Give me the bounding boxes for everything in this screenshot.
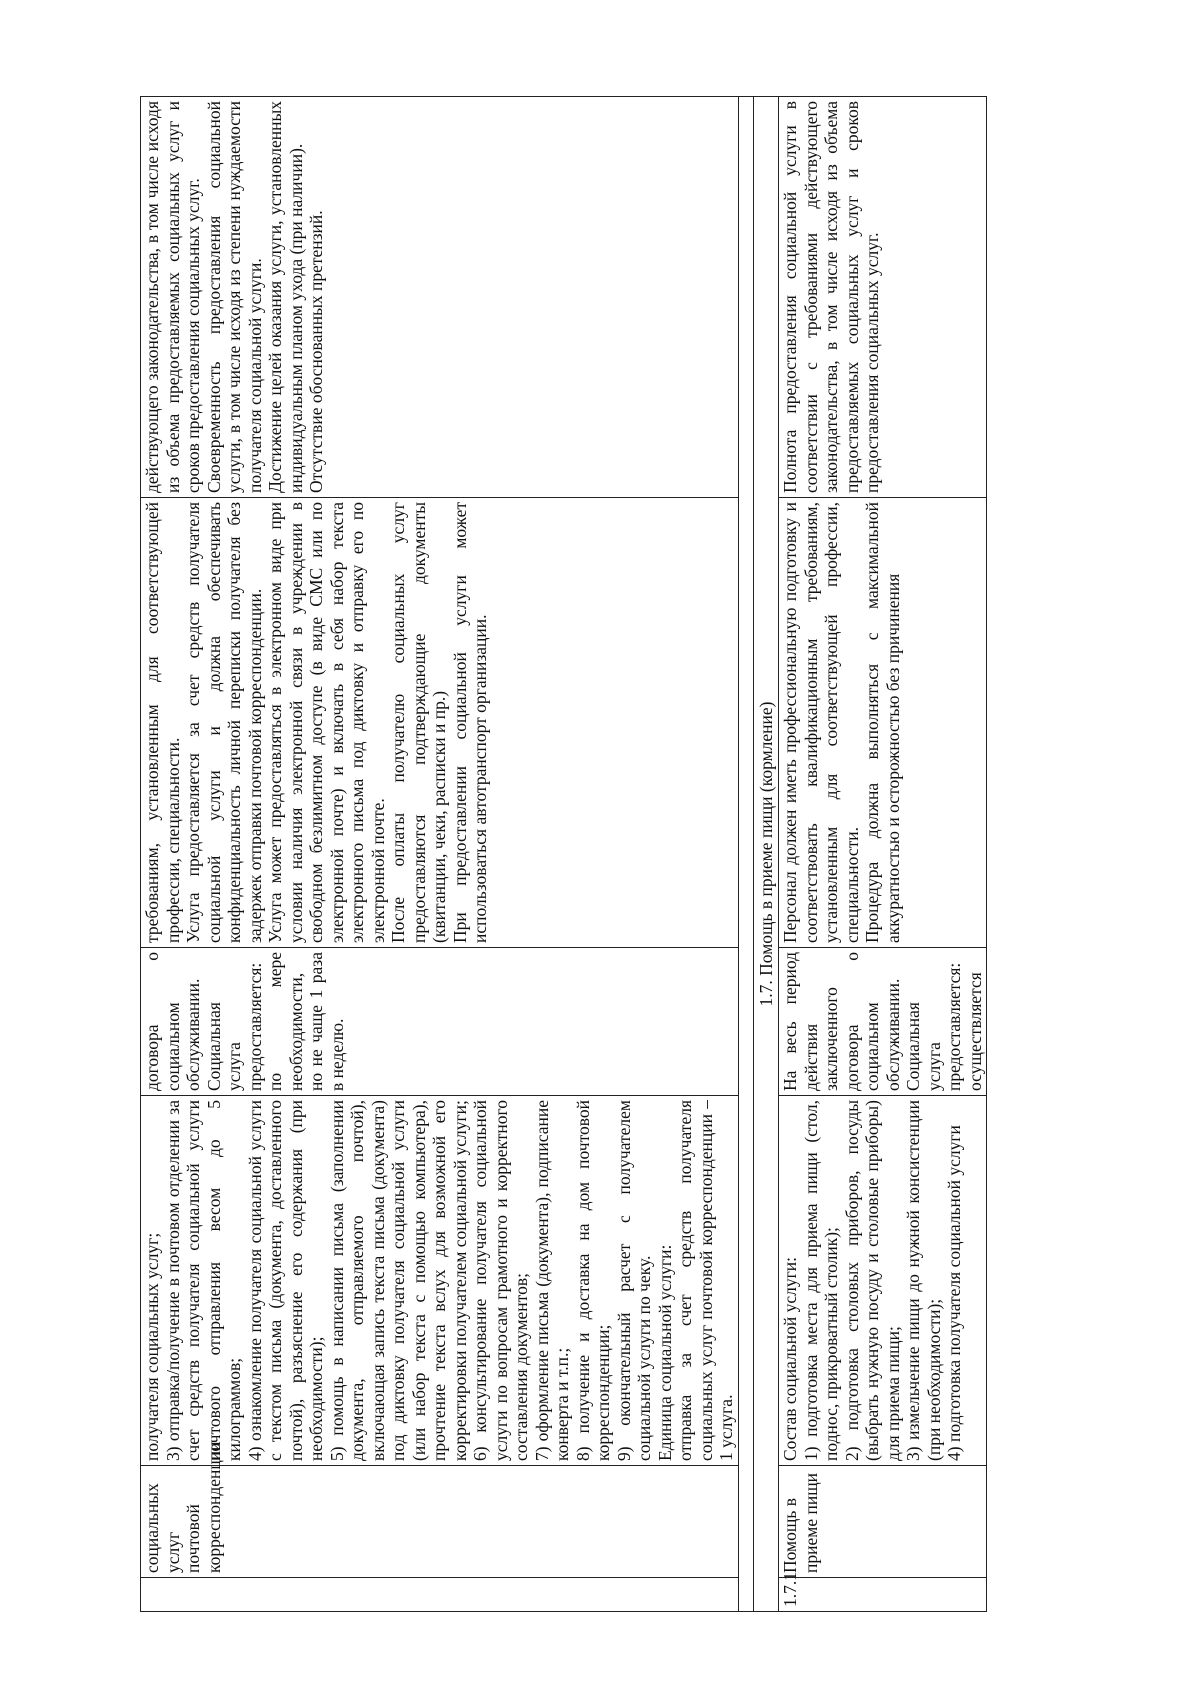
service-conditions-cell: требованиям, установленным для соответствующей профессии, специальности. Услуга предоставляется за счет средств получателя социальной услуги и должна обеспечивать конфиденциальность личной переписки получателя без задержек отправки почтовой корреспонденции. Услуга может предоставляться в электронном виде при условии наличия электронной связи в учреждении в свободном безлимитном доступе (в виде СМС или по электронной почте) и включать в себя набор текста электронного письма под диктовку и отправку его по электронной почте. После оплаты получателю социальных услуг предоставляются подтверждающие документы (квитанции, чеки, расписки и пр.) При предоставлении социальной услуги может использоваться автотранспорт организации. xyxy=(141,498,739,948)
service-quality-cell: Полнота предоставления социальной услуги в соответствии с требованиями действующего законодательства, в том числе исходя из объема предоставляемых социальных услуг и сроков предоставления социальных услуг. xyxy=(779,97,987,498)
service-content-cell: Состав социальной услуги: 1) подготовка места для приема пищи (стол, поднос, прикроватный столик); 2) подготовка столовых приборов, посуды (выбрать нужную посуду и столовые приборы) для приема пищи; 3) измельчение пищи до нужной консистенции (при необходимости); 4) подготовка получателя социальной услуги xyxy=(779,1096,987,1466)
spacer-row xyxy=(738,97,753,1612)
service-name-cell: социальных услуг почтовой корреспонденции xyxy=(141,1466,739,1578)
table-row xyxy=(779,97,987,1612)
service-term-cell: На весь период действия заключенного договора о социальном обслуживании. Социальная услуга предоставляется: осуществляется xyxy=(779,948,987,1096)
service-conditions-cell: Персонал должен иметь профессиональную подготовку и соответствовать квалификационным требованиям, установленным для соответствующей профессии, специальности. Процедура должна выполняться с максимальной аккуратностью и осторожностью без причинения xyxy=(779,498,987,948)
service-content-cell: получателя социальных услуг; 3) отправка/получение в почтовом отделении за счет средств получателя социальной услуги почтового отправления весом до 5 килограммов; 4) ознакомление получателя социальной услуги с текстом письма (документа, доставленного почтой), разъяснение его содержания (при необходимости); 5) помощь в написании письма (заполнении документа, отправляемого почтой), включающая запись текста письма (документа) под диктовку получателя социальной услуги (или набор текста с помощью компьютера), прочтение текста вслух для возможной его корректировки получателем социальной услуги; 6) консультирование получателя социальной услуги по вопросам грамотного и корректного составления документов; 7) оформление письма (документа), подписание конверта и т.п.; 8) получение и доставка на дом почтовой корреспонденции; 9) окончательный расчет с получателем социальной услуги по чеку. Единица социальной услуги: отправка за счет средств получателя социальных услуг почтовой корреспонденции – 1 услуга. xyxy=(141,1096,739,1466)
rotated-table-sheet xyxy=(140,97,1020,1612)
section-title: 1.7. Помощь в приеме пищи (кормление) xyxy=(753,97,779,1612)
table-row xyxy=(141,97,739,1612)
services-table xyxy=(140,96,987,1612)
service-term-cell: договора о социальном обслуживании. Социальная услуга предоставляется: по мере необходимости, но не чаще 1 раза в неделю. xyxy=(141,948,739,1096)
row-number-cell: 1.7.1 xyxy=(779,1578,987,1612)
service-quality-cell: действующего законодательства, в том числе исходя из объема предоставляемых социальных услуг и сроков предоставления социальных услуг. Своевременность предоставления социальной услуги, в том числе исходя из степени нуждаемости получателя социальной услуги. Достижение целей оказания услуги, установленных индивидуальным планом ухода (при наличии). Отсутствие обоснованных претензий. xyxy=(141,97,739,498)
row-number-cell xyxy=(141,1578,739,1612)
section-header-row xyxy=(753,97,779,1612)
spacer-cell xyxy=(738,97,753,1612)
service-name-cell: Помощь в приеме пищи xyxy=(779,1466,987,1578)
